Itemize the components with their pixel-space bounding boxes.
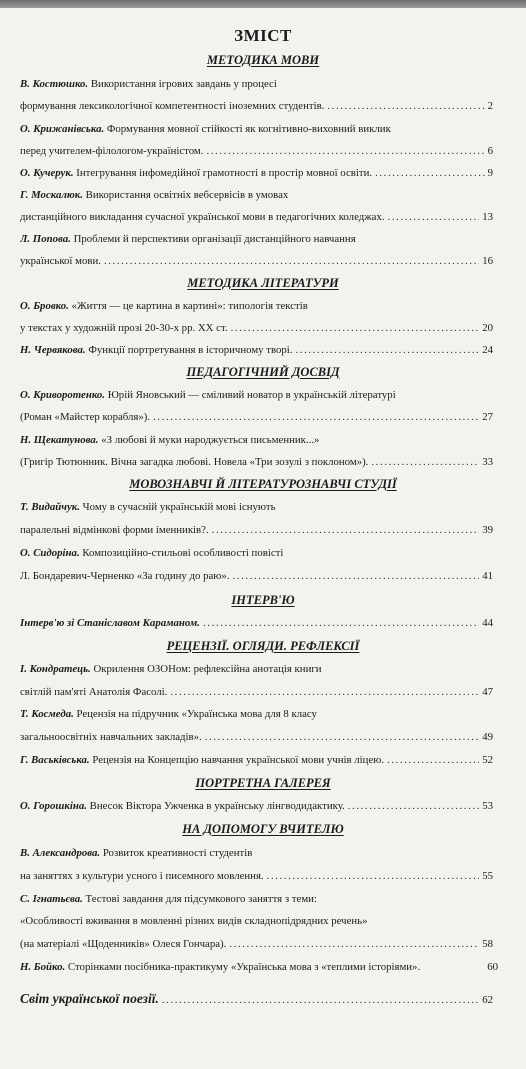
toc-entry-line (20, 298, 493, 314)
toc-entry-line (20, 798, 493, 814)
leader-dots (212, 522, 480, 538)
entry-title: Рецензія на підручник «Українська мова для 8 класу (76, 708, 317, 720)
toc-entry-line (20, 522, 493, 538)
entry-author: Н. Червякова. (20, 344, 86, 356)
leader-dots (206, 143, 484, 159)
toc-entry-line (20, 387, 493, 403)
page-number: 47 (482, 686, 493, 698)
toc-entry-line (20, 706, 493, 722)
page-number: 20 (482, 322, 493, 334)
entry-author: Г. Васьківська. (20, 754, 90, 766)
entry-author: Г. Москалюк. (20, 189, 83, 201)
page-number: 55 (482, 870, 493, 882)
toc-entry-line (20, 990, 493, 1008)
entry-title: перед учителем-філологом-україністом. (20, 145, 204, 157)
page-number: 24 (482, 344, 493, 356)
entry-title: Функції портретування в історичному творі. (88, 344, 293, 356)
section-heading-interviu: ІНТЕРВ'Ю (231, 593, 295, 607)
leader-dots (295, 342, 479, 358)
page-number: 16 (482, 255, 493, 267)
leader-dots (170, 684, 479, 700)
toc-entry-line (20, 545, 493, 561)
entry-author: І. Кондратець. (20, 663, 91, 675)
entry-author: В. Александрова. (20, 847, 101, 859)
entry-title: Світ української поезії. (20, 991, 159, 1006)
toc-entry-line (20, 231, 493, 247)
entry-author: О. Криворотенко. (20, 389, 105, 401)
toc-entry-line (20, 342, 493, 358)
toc-entry-line (20, 253, 493, 269)
entry-title: (Роман «Майстер корабля»). (20, 411, 151, 423)
entry-title: Використання ігрових завдань у процесі (90, 78, 277, 90)
entry-author: В. Костюшко. (20, 78, 89, 90)
leader-dots (104, 253, 479, 269)
leader-dots (388, 209, 480, 225)
toc-entry-line (20, 432, 493, 448)
entry-title: «Особливості вживання в мовленні різних видів складнопідрядних речень» (20, 915, 368, 927)
page-number: 41 (482, 570, 493, 582)
leader-dots (205, 729, 479, 745)
page-number: 60 (487, 961, 498, 973)
leader-dots (371, 454, 479, 470)
entry-title: Використання освітніх вебсервісів в умовах (85, 189, 289, 201)
entry-author: Н. Бойко. (20, 961, 66, 973)
page-number: 58 (482, 938, 493, 950)
toc-entry-line (20, 845, 493, 861)
entry-title: Окрилення ОЗОНом: рефлексійна анотація книги (93, 663, 322, 675)
toc-entry-line (20, 615, 493, 631)
entry-title: Композиційно-стильові особливості повісті (82, 547, 284, 559)
toc-entry-line (20, 868, 493, 884)
entry-title: Чому в сучасній українській мові існують (82, 501, 276, 513)
toc-entry-line (20, 209, 493, 225)
entry-author: О. Крижанівська. (20, 123, 105, 135)
page-number: 53 (482, 800, 493, 812)
leader-dots (232, 568, 479, 584)
entry-title: формування лексикологічної компетентності іноземних студентів. (20, 100, 325, 112)
entry-title: паралельні відмінкові форми іменників?. (20, 524, 209, 536)
entry-title: Рецензія на Концепцію навчання української мови учнів ліцею. (92, 754, 385, 766)
entry-author: Інтерв'ю зі Станіславом Караманом. (20, 617, 200, 629)
page-number: 49 (482, 731, 493, 743)
toc-entry-line (20, 76, 493, 92)
entry-author: Л. Попова. (20, 233, 71, 245)
entry-author: Т. Космеда. (20, 708, 74, 720)
leader-dots (267, 868, 480, 884)
page-number: 33 (482, 456, 493, 468)
entry-title: (Григір Тютюнник. Вічна загадка любові. Новела «Три зозулі з поклоном»). (20, 456, 369, 468)
entry-author: С. Ігнатьєва. (20, 893, 83, 905)
section-heading-metodyka-movy: МЕТОДИКА МОВИ (206, 53, 320, 67)
toc-entry-line (20, 143, 493, 159)
page-title: ЗМІСТ (234, 26, 292, 45)
toc-entry-line (20, 499, 493, 515)
entry-author: О. Бровко. (20, 300, 69, 312)
entry-author: О. Кучерук. (20, 167, 74, 179)
entry-title: Сторінками посібника-практикуму «Українська мова з «теплими історіями». (67, 961, 421, 973)
toc-entry-line (20, 454, 493, 470)
leader-dots (327, 98, 484, 114)
entry-title: Проблеми й перспективи організації дистанційного навчання (73, 233, 356, 245)
leader-dots (153, 409, 479, 425)
entry-author: О. Сидоріна. (20, 547, 80, 559)
section-heading-studii: МОВОЗНАВЧІ Й ЛІТЕРАТУРОЗНАВЧІ СТУДІЇ (129, 477, 397, 491)
toc-entry-line (20, 121, 493, 137)
toc-entry-line (20, 320, 493, 336)
entry-title: Інтегрування інфомедійної грамотності в простір мовної освіти. (76, 167, 373, 179)
page-number: 44 (482, 617, 493, 629)
entry-title: Внесок Віктора Ужченка в українську лінгводидактику. (89, 800, 345, 812)
leader-dots (203, 615, 479, 631)
entry-title: загальноосвітніх навчальних закладів». (20, 731, 202, 743)
entry-title: Юрій Яновський — сміливий новатор в українській літературі (107, 389, 396, 401)
page-number: 2 (487, 100, 493, 112)
entry-title: дистанційного викладання сучасної української мови в педагогічних коледжах. (20, 211, 385, 223)
entry-author: Н. Щекатунова. (20, 434, 99, 446)
page-number: 27 (482, 411, 493, 423)
toc-entry-line (20, 409, 493, 425)
entry-author: О. Горошкіна. (20, 800, 87, 812)
page-number: 13 (482, 211, 493, 223)
toc-entry-line (20, 936, 493, 952)
leader-dots (231, 320, 480, 336)
toc-entry-line (20, 913, 493, 929)
entry-title: «Життя — це картина в картині»: типологія текстів (71, 300, 308, 312)
entry-title: «З любові й муки народжується письменник...» (101, 434, 320, 446)
entry-title: у текстах у художній прозі 20-30-х рр. ХХ ст. (20, 322, 228, 334)
entry-title: світлій пам'яті Анатолія Фасолі. (20, 686, 168, 698)
toc-entry-line (20, 752, 493, 768)
page-number: 6 (487, 145, 493, 157)
entry-title: української мови. (20, 255, 101, 267)
toc-entry-line (20, 165, 493, 181)
leader-dots (348, 798, 479, 814)
leader-dots (375, 165, 485, 181)
section-heading-metodyka-literatury: МЕТОДИКА ЛІТЕРАТУРИ (187, 276, 339, 290)
entry-title: Розвиток креативності студентів (102, 847, 253, 859)
entry-title: на заняттях з культури усного і писемного мовлення. (20, 870, 264, 882)
toc-entry-line (20, 959, 498, 975)
entry-title: Формування мовної стійкості як когнітивно-виховний виклик (106, 123, 391, 135)
toc-entry-line (20, 729, 493, 745)
page-number: 52 (482, 754, 493, 766)
toc-entry-line (20, 661, 493, 677)
leader-dots (387, 752, 479, 768)
toc-entry-line (20, 187, 493, 203)
section-heading-na-dopomogu-vchyteliu: НА ДОПОМОГУ ВЧИТЕЛЮ (182, 822, 344, 836)
leader-dots (229, 936, 479, 952)
leader-dots (162, 991, 479, 1008)
toc-entry-line (20, 568, 493, 584)
toc-entry-line (20, 891, 493, 907)
page-number: 62 (482, 994, 493, 1006)
page-number: 39 (482, 524, 493, 536)
entry-author: Т. Видайчук. (20, 501, 80, 513)
toc-entry-line (20, 98, 493, 114)
section-heading-pedagogichnyi-dosvid: ПЕДАГОГІЧНИЙ ДОСВІД (186, 365, 340, 379)
entry-title: (на матеріалі «Щоденників» Олеся Гончара). (20, 938, 227, 950)
entry-title: Л. Бондаревич-Черненко «За годину до раю». (20, 570, 230, 582)
toc-entry-line (20, 684, 493, 700)
page-number: 9 (487, 167, 493, 179)
entry-title: Тестові завдання для підсумкового заняття з теми: (85, 893, 317, 905)
section-heading-retsenzii: РЕЦЕНЗІЇ. ОГЛЯДИ. РЕФЛЕКСІЇ (166, 639, 360, 653)
section-heading-portretna-galereia: ПОРТРЕТНА ГАЛЕРЕЯ (195, 776, 331, 790)
